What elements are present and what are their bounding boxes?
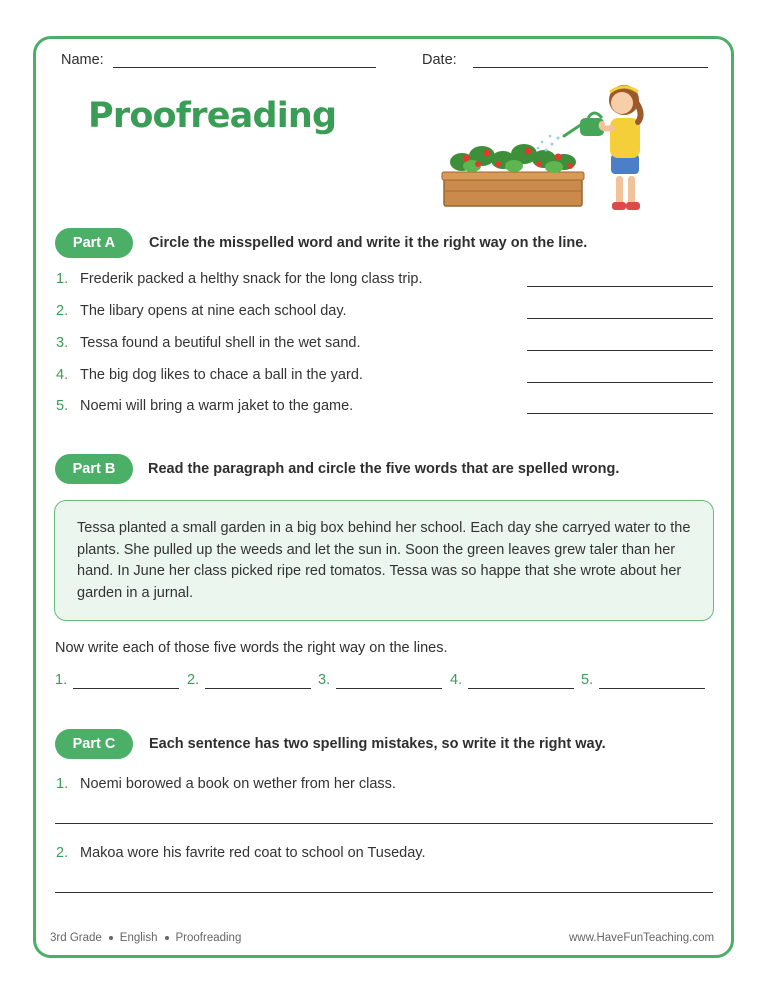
girl-watering-garden-illustration: [440, 78, 655, 218]
part-c-item-1-text: Noemi borowed a book on wether from her class.: [80, 776, 396, 792]
part-b-blank-4-number: 4.: [450, 672, 463, 688]
footer-tag-topic: Proofreading: [175, 932, 242, 944]
part-c-item-1-number: 1.: [56, 776, 69, 792]
part-a-badge: Part A: [55, 228, 133, 258]
paragraph-text: Tessa planted a small garden in a big box behind her school. Each day she carryed water to the plants. She pulled up the weeds and let the sun in. Soon the green leaves grew taler than her hand. In June her class picked ripe red tomatos. Tessa was so happe that she wrote about her garden in a jurnal.: [77, 520, 691, 601]
part-c-instruction: Each sentence has two spelling mistakes, so write it the right way.: [149, 736, 606, 752]
part-b-blank-line-2[interactable]: [205, 688, 311, 689]
part-b-blank-3-number: 3.: [318, 672, 331, 688]
part-c-item-2-text: Makoa wore his favrite red coat to school on Tuseday.: [80, 845, 426, 861]
part-a-answer-line-5[interactable]: [527, 413, 713, 414]
name-line[interactable]: [113, 67, 376, 68]
name-label: Name:: [61, 52, 104, 68]
footer-tag-grade: 3rd Grade: [50, 932, 102, 944]
part-b-blank-1-number: 1.: [55, 672, 68, 688]
part-a-item-1-number: 1.: [56, 271, 69, 287]
date-line[interactable]: [473, 67, 708, 68]
bullet-dot-icon: [165, 936, 169, 940]
part-b-badge: Part B: [55, 454, 133, 484]
part-a-item-4-text: The big dog likes to chace a ball in the yard.: [80, 367, 363, 383]
footer-tag-subject: English: [119, 932, 158, 944]
footer-site[interactable]: www.HaveFunTeaching.com: [569, 932, 715, 944]
part-a-item-1-text: Frederik packed a helthy snack for the long class trip.: [80, 271, 423, 287]
part-a-item-4-number: 4.: [56, 367, 69, 383]
part-c-answer-line-2[interactable]: [55, 892, 713, 893]
part-a-item-5-number: 5.: [56, 398, 69, 414]
part-a-answer-line-4[interactable]: [527, 382, 713, 383]
footer-tags: [50, 932, 241, 944]
date-label: Date:: [422, 52, 457, 68]
part-a-item-3-text: Tessa found a beutiful shell in the wet sand.: [80, 335, 361, 351]
page-title: Proofreading: [88, 96, 337, 136]
part-a-answer-line-2[interactable]: [527, 318, 713, 319]
part-b-follow-up: Now write each of those five words the right way on the lines.: [55, 640, 448, 656]
part-a-answer-line-1[interactable]: [527, 286, 713, 287]
part-a-item-2-number: 2.: [56, 303, 69, 319]
part-c-answer-line-1[interactable]: [55, 823, 713, 824]
part-b-blank-line-5[interactable]: [599, 688, 705, 689]
part-b-blank-line-4[interactable]: [468, 688, 574, 689]
part-b-blank-line-1[interactable]: [73, 688, 179, 689]
part-a-item-3-number: 3.: [56, 335, 69, 351]
part-b-blank-2-number: 2.: [187, 672, 200, 688]
part-b-instruction: Read the paragraph and circle the five words that are spelled wrong.: [148, 461, 620, 477]
part-c-item-2-number: 2.: [56, 845, 69, 861]
part-a-item-2-text: The libary opens at nine each school day.: [80, 303, 347, 319]
part-c-badge: Part C: [55, 729, 133, 759]
part-a-answer-line-3[interactable]: [527, 350, 713, 351]
part-b-blank-5-number: 5.: [581, 672, 594, 688]
part-a-instruction: Circle the misspelled word and write it the right way on the line.: [149, 235, 588, 251]
bullet-dot-icon: [109, 936, 113, 940]
part-a-item-5-text: Noemi will bring a warm jaket to the game.: [80, 398, 354, 414]
part-b-blank-line-3[interactable]: [336, 688, 442, 689]
